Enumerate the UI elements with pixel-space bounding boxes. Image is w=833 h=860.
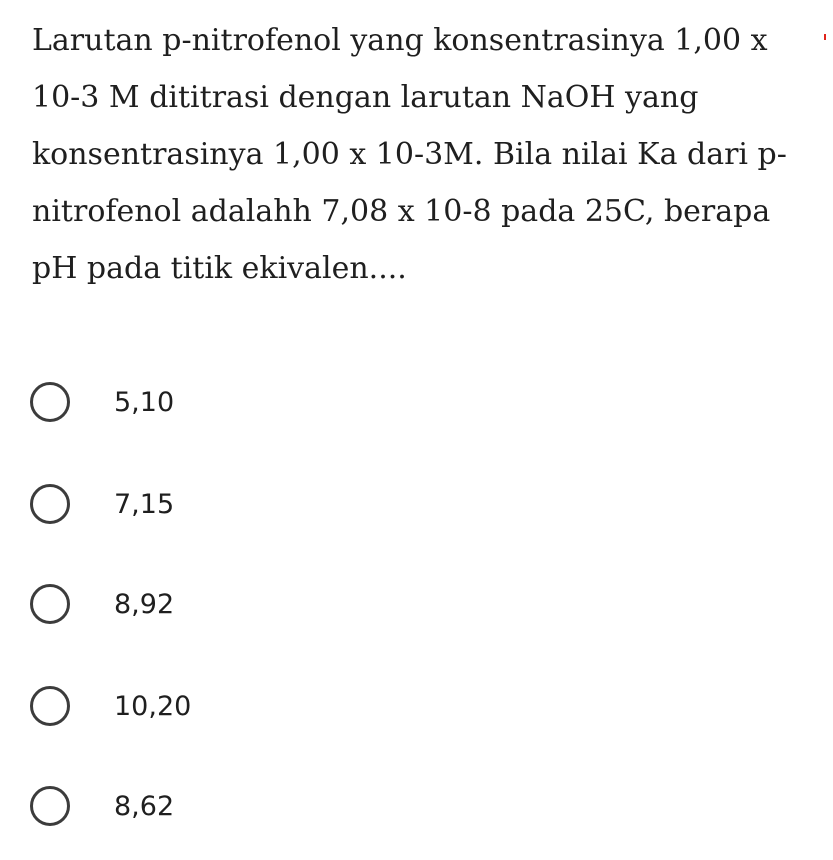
radio-circle-icon[interactable] (30, 686, 70, 726)
option-label: 8,62 (114, 790, 175, 822)
option-1[interactable] (30, 372, 430, 432)
option-5[interactable] (30, 776, 430, 836)
option-label: 7,15 (114, 488, 175, 520)
radio-circle-icon[interactable] (30, 382, 70, 422)
radio-circle-icon[interactable] (30, 786, 70, 826)
option-3[interactable] (30, 574, 430, 634)
option-label: 5,10 (114, 386, 175, 418)
option-4[interactable] (30, 676, 430, 736)
option-2[interactable] (30, 474, 430, 534)
radio-circle-icon[interactable] (30, 484, 70, 524)
option-label: 8,92 (114, 588, 175, 620)
question-text: Larutan p-nitrofenol yang konsentrasinya 1,00 x 10-3 M dititrasi dengan larutan NaOH yang konsentrasinya 1,00 x 10-3M. Bila nilai Ka dari p-nitrofenol adalahh 7,08 x 10-8 pada 25C, berapa pH pada titik ekivalen.... (32, 23, 787, 286)
option-label: 10,20 (114, 690, 192, 722)
radio-circle-icon[interactable] (30, 584, 70, 624)
